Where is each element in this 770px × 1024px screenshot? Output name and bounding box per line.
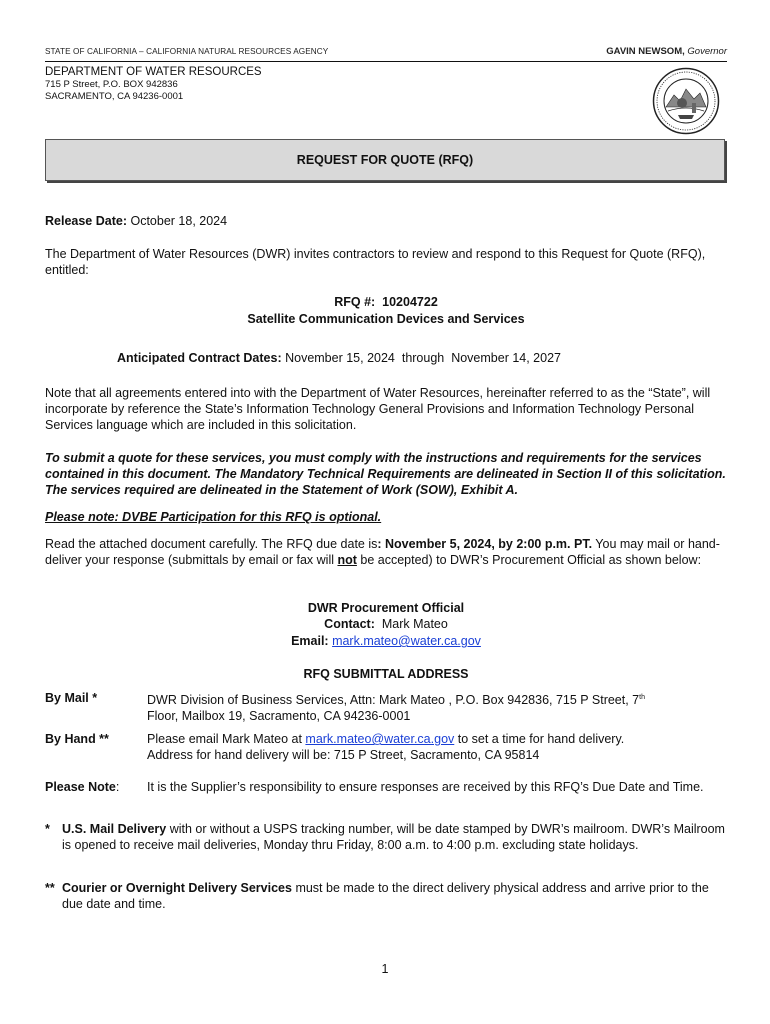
official-contact	[45, 616, 727, 632]
submittal-heading: RFQ SUBMITTAL ADDRESS	[303, 667, 469, 681]
read-doc-text-2: You may mail or hand-deliver your response (submittals by email or fax will	[45, 537, 720, 568]
document-title: REQUEST FOR QUOTE (RFQ)	[296, 153, 474, 167]
governor-title: Governor	[687, 46, 727, 57]
submission-instructions: To submit a quote for these services, you must comply with the instructions and requirements for the services contained in this document. The Mandatory Technical Requirements are delineated in Section II of this solicitation. The services required are delineated in the Statement of Work (SOW), Exhibit A.	[45, 451, 726, 498]
due-date-paragraph	[45, 536, 727, 568]
release-date	[45, 213, 727, 229]
contract-start: November 15, 2024	[285, 351, 395, 365]
governor-line	[606, 46, 727, 57]
governor-name: GAVIN NEWSOM,	[606, 46, 685, 57]
contract-sep: through	[401, 351, 445, 365]
state-seal-icon	[652, 67, 720, 135]
read-doc-text: Read the attached document carefully. The RFQ due date is	[45, 537, 378, 551]
by-hand-address: Address for hand delivery will be: 715 P Street, Sacramento, CA 95814	[147, 748, 540, 763]
contract-dates	[117, 350, 717, 366]
courier-delivery-text: must be made to the direct delivery physical address and arrive prior to the due date and time.	[62, 881, 709, 912]
rfq-number-label: RFQ #:	[334, 295, 376, 309]
by-mail-row	[45, 690, 727, 724]
department-name: DEPARTMENT OF WATER RESOURCES	[45, 66, 262, 78]
agreements-note: Note that all agreements entered into with the Department of Water Resources, hereinafter referred to as the “State”, will incorporate by reference the State’s Information Technology General Provisions and Information Technology Personal Services language which are included in this solicitation.	[45, 386, 711, 433]
footnote-mark-single: *	[45, 822, 50, 836]
release-date-value: October 18, 2024	[130, 214, 228, 228]
by-mail-address	[147, 690, 727, 725]
department-address-line1: 715 P Street, P.O. BOX 942836	[45, 78, 178, 90]
official-heading: DWR Procurement Official	[307, 601, 465, 615]
by-hand-label: By Hand **	[45, 732, 109, 746]
contract-end: November 14, 2027	[451, 351, 561, 365]
not-emphasis: not	[337, 553, 357, 568]
mail-delivery-term: U.S. Mail Delivery	[62, 822, 167, 836]
rfq-number-line	[45, 294, 727, 310]
by-mail-label: By Mail *	[45, 691, 98, 705]
by-hand-text-a: Please email Mark Mateo at	[147, 732, 306, 746]
courier-delivery-term: Courier or Overnight Delivery Services	[62, 881, 292, 895]
letterhead-rule	[45, 47, 727, 62]
by-hand-row	[45, 731, 727, 765]
rfq-number: 10204722	[382, 295, 438, 309]
rfq-name: Satellite Communication Devices and Services	[247, 312, 525, 326]
due-date: : November 5, 2024, by 2:00 p.m. PT.	[377, 537, 593, 551]
contact-name: Mark Mateo	[381, 617, 448, 631]
department-address-line2: SACRAMENTO, CA 94236-0001	[45, 91, 184, 102]
department-block	[45, 66, 262, 104]
please-note-label	[45, 779, 119, 795]
contact-label: Contact:	[324, 617, 375, 631]
ordinal-suffix: th	[639, 694, 645, 701]
title-banner	[45, 139, 725, 181]
official-email-link[interactable]: mark.mateo@water.ca.gov	[332, 634, 481, 648]
footnote-mail	[45, 821, 727, 871]
by-mail-address-line2: Floor, Mailbox 19, Sacramento, CA 94236-0001	[147, 709, 411, 724]
intro-paragraph: The Department of Water Resources (DWR) invites contractors to review and respond to this Request for Quote (RFQ), entitled:	[45, 247, 706, 278]
footnote-courier-body	[62, 880, 727, 912]
footnote-courier	[45, 880, 727, 914]
read-doc-text-3: be accepted) to DWR’s Procurement Official as shown below:	[356, 553, 702, 568]
page-number: 1	[381, 962, 389, 976]
by-hand-text	[147, 731, 727, 763]
email-label: Email:	[291, 634, 329, 648]
by-hand-text-b: to set a time for hand delivery.	[454, 732, 625, 746]
official-email	[45, 633, 727, 649]
please-note-label-text: Please Note	[45, 780, 116, 794]
footnote-mail-body	[62, 821, 727, 853]
release-date-label: Release Date:	[45, 214, 127, 228]
please-note-colon: :	[115, 780, 120, 794]
please-note-row	[45, 779, 727, 813]
please-note-text: It is the Supplier’s responsibility to ensure responses are received by this RFQ’s Due Date and Time.	[147, 780, 704, 794]
agency-name: STATE OF CALIFORNIA – CALIFORNIA NATURAL RESOURCES AGENCY	[45, 47, 329, 56]
mail-delivery-text: with or without a USPS tracking number, will be date stamped by DWR’s mailroom. DWR’s Mailroom is opened to receive mail deliveries, Monday thru Friday, 8:00 a.m. to 4:00 p.m. excluding state holidays.	[62, 822, 725, 853]
footnote-mark-double: **	[45, 881, 55, 895]
by-mail-address-line1: DWR Division of Business Services, Attn: Mark Mateo , P.O. Box 942836, 715 P Street, 7	[147, 693, 640, 708]
dvbe-note: Please note: DVBE Participation for this RFQ is optional.	[45, 510, 382, 524]
contract-dates-label: Anticipated Contract Dates:	[117, 351, 282, 365]
hand-delivery-email-link[interactable]: mark.mateo@water.ca.gov	[305, 732, 455, 746]
